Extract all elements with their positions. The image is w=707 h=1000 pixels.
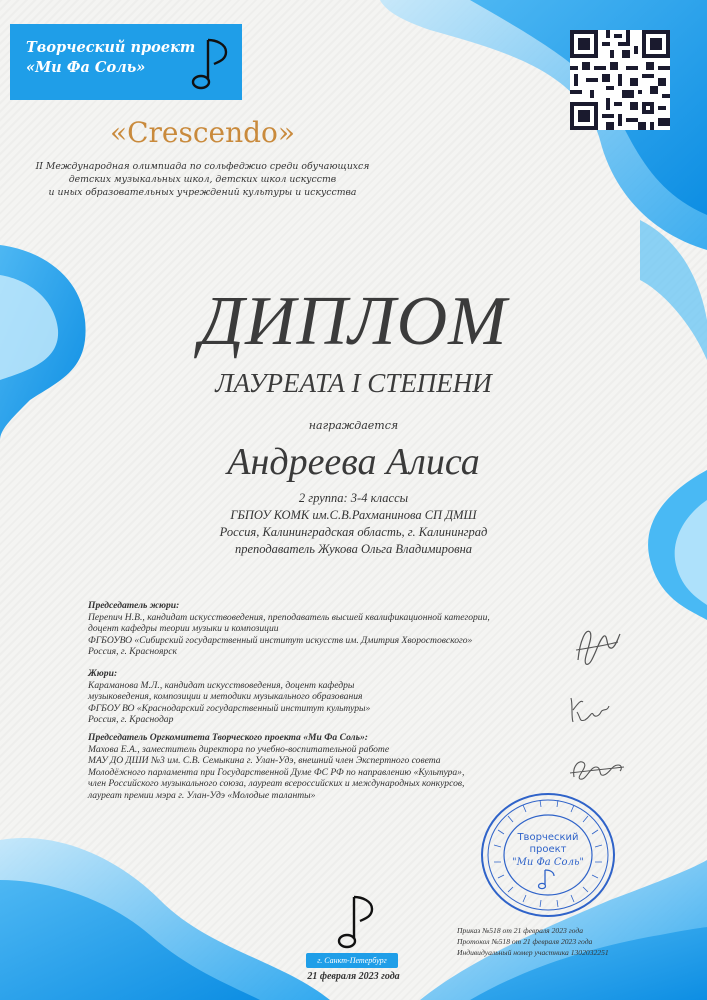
- recipient-location: Россия, Калининградская область, г. Калининград: [219, 525, 488, 539]
- organizer-line: Махова Е.А., заместитель директора по учебно-воспитательной работе: [88, 743, 390, 755]
- recipient-name: Андреева Алиса: [227, 441, 480, 483]
- jury-chair-line: Россия, г. Красноярск: [88, 646, 177, 658]
- organization-stamp: [478, 790, 618, 920]
- diploma-title: ДИПЛОМ: [199, 283, 508, 360]
- recipient-details: [0, 490, 707, 558]
- olympiad-subtitle: [30, 160, 375, 199]
- organizer-heading: Председатель Оргкомитета Творческого проекта «Ми Фа Соль»:: [88, 732, 368, 743]
- jury-member-block: [88, 668, 568, 726]
- olympiad-title: «Crescendo»: [109, 116, 296, 149]
- city-badge: г. Санкт-Петербург: [306, 953, 398, 968]
- jury-member-line: Караманова М.Л., кандидат искусствоведения, доцент кафедры: [88, 679, 355, 691]
- olympiad-subtitle-line: и иных образовательных учреждений культуры и искусства: [48, 187, 357, 198]
- stamp-line2: проект: [529, 844, 567, 855]
- qr-code[interactable]: [570, 30, 670, 130]
- brand-line2: «Ми Фа Соль»: [26, 59, 146, 76]
- recipient-school: ГБПОУ КОМК им.С.В.Рахманинова СП ДМШ: [230, 508, 477, 522]
- olympiad-subtitle-line: детских музыкальных школ, детских школ искусств: [68, 174, 337, 185]
- jury-chair-line: ФГБОУВО «Сибирский государственный институт искусств им. Дмитрия Хворостовского»: [88, 634, 473, 646]
- brand-block: [10, 24, 242, 100]
- brand-line1: Творческий проект: [26, 39, 196, 56]
- jury-member-line: музыковедения, композиции и методики музыкального образования: [88, 691, 363, 703]
- participant-number: Индивидуальный номер участника 1302032251: [457, 948, 609, 957]
- stamp-line1: Творческий: [517, 832, 579, 843]
- signature-organizer: [566, 755, 626, 785]
- awarded-label: награждается: [308, 419, 399, 432]
- jury-member-heading: Жюри:: [88, 668, 118, 679]
- signature-jury: [565, 692, 615, 727]
- music-note-icon: [186, 34, 236, 94]
- recipient-group: 2 группа: 3-4 классы: [298, 491, 409, 505]
- issue-date: 21 февраля 2023 года: [307, 971, 400, 982]
- protocol-ref: Протокол №518 от 21 февраля 2023 года: [457, 937, 593, 946]
- olympiad-subtitle-line: II Международная олимпиада по сольфеджио среди обучающихся: [35, 161, 370, 172]
- document-references: [457, 925, 657, 958]
- order-ref: Приказ №518 от 21 февраля 2023 года: [457, 926, 583, 935]
- organizer-line: лауреат премии мэра г. Улан-Удэ «Молодые таланты»: [88, 789, 316, 801]
- brand-title: [26, 38, 195, 78]
- recipient-teacher: преподаватель Жукова Ольга Владимировна: [234, 542, 473, 556]
- stamp-line3: "Ми Фа Соль": [512, 857, 584, 868]
- organizer-line: член Российского музыкального союза, лауреат всероссийских и международных конкурсов,: [88, 778, 465, 790]
- organizer-line: Молодёжного парламента при Государственной Думе ФС РФ по направлению «Культура»,: [88, 766, 465, 778]
- music-note-icon: [330, 893, 380, 951]
- jury-member-line: ФГБОУ ВО «Краснодарский государственный институт культуры»: [88, 702, 371, 714]
- jury-chair-line: Перепич Н.В., кандидат искусствоведения, преподаватель высшей квалификационной категории,: [88, 611, 490, 623]
- jury-chair-line: доцент кафедры теории музыки и композиции: [88, 623, 279, 635]
- jury-chair-heading: Председатель жюри:: [88, 600, 180, 611]
- jury-member-line: Россия, г. Краснодар: [88, 714, 174, 726]
- jury-chair-block: [88, 600, 568, 658]
- organizer-line: МАУ ДО ДШИ №3 им. С.В. Семыкина г. Улан-Удэ, внешний член Экспертного совета: [88, 755, 441, 767]
- signature-chair: [568, 620, 623, 675]
- diploma-degree: ЛАУРЕАТА I СТЕПЕНИ: [215, 368, 492, 398]
